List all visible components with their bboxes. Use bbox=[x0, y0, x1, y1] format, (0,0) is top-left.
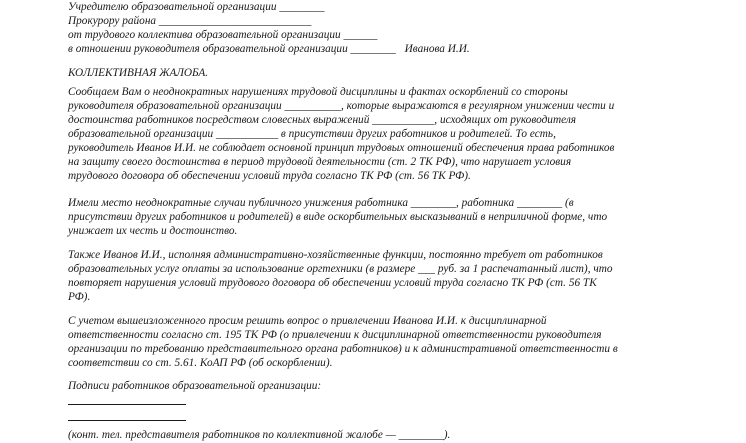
p4-line-3: организации по требованию представительного органа работников) и к административной ответственности в bbox=[68, 343, 618, 355]
header-regarding-line bbox=[68, 42, 470, 56]
p1-line-3: достоинства работников посредством словесных выражений ___________, исходящих от руководителя bbox=[68, 114, 577, 126]
header-from-line: от трудового коллектива образовательной организации ______ bbox=[68, 29, 378, 41]
accused-name: Иванова И.И. bbox=[404, 43, 470, 55]
document-title: КОЛЛЕКТИВНАЯ ЖАЛОБА. bbox=[68, 67, 209, 79]
signatures-label: Подписи работников образовательной организации: bbox=[68, 380, 322, 392]
p3-line-4: РФ). bbox=[68, 291, 91, 303]
header-founder-line: Учредителю образовательной организации ________ bbox=[68, 1, 325, 13]
p1-line-5: руководитель Иванов И.И. не соблюдает основной принцип трудовых отношений обеспечения права работников bbox=[68, 142, 615, 154]
p2-line-1: Имели место неоднократные случаи публичного унижения работника ________, работника ________ (в bbox=[68, 197, 574, 209]
header-regarding-text: в отношении руководителя образовательной организации ________ bbox=[68, 43, 396, 55]
signature-line-2[interactable] bbox=[68, 420, 186, 421]
p1-line-2: руководителя образовательной организации __________, которые выражаются в регулярном унижении чести и bbox=[68, 100, 615, 112]
p3-line-2: образовательных услуг оплаты за использование оргтехники (в размере ___ руб. за 1 распечатанный лист), что bbox=[68, 263, 613, 275]
p4-line-1: С учетом вышеизложенного просим решить вопрос о привлечении Иванова И.И. к дисциплинарной bbox=[68, 315, 547, 327]
header-prosecutor-line: Прокурору района ___________________________ bbox=[68, 15, 312, 27]
p1-line-4: образовательной организации ___________ в присутствии других работников и родителей. То есть, bbox=[68, 128, 556, 140]
contact-line: (конт. тел. представителя работников по коллективной жалобе — ________). bbox=[68, 429, 451, 441]
p4-line-4: соответствии со ст. 5.61. КоАП РФ (об оскорблении). bbox=[68, 357, 333, 369]
p1-line-7: трудового договора об обеспечении условий труда согласно ТК РФ (ст. 56 ТК РФ). bbox=[68, 170, 471, 182]
signature-line-1[interactable] bbox=[68, 404, 186, 405]
p1-line-1: Сообщаем Вам о неоднократных нарушениях трудовой дисциплины и фактах оскорблений со стороны bbox=[68, 86, 568, 98]
p3-line-3: повторяет нарушения условий трудового договора об обеспечении условий труда согласно ТК РФ (ст. 56 ТК bbox=[68, 277, 597, 289]
p1-line-6: на защиту своего достоинства в период трудовой деятельности (ст. 2 ТК РФ), что нарушает условия bbox=[68, 156, 572, 168]
p2-line-2: присутствии других работников и родителей) в виде оскорбительных высказываний в неприличной форме, что bbox=[68, 211, 608, 223]
p2-line-3: унижает их честь и достоинство. bbox=[68, 225, 238, 237]
p3-line-1: Также Иванов И.И., исполняя административно-хозяйственные функции, постоянно требует от работников bbox=[68, 249, 603, 261]
p4-line-2: ответственности согласно ст. 195 ТК РФ (о привлечении к дисциплинарной ответственности руководителя bbox=[68, 329, 602, 341]
